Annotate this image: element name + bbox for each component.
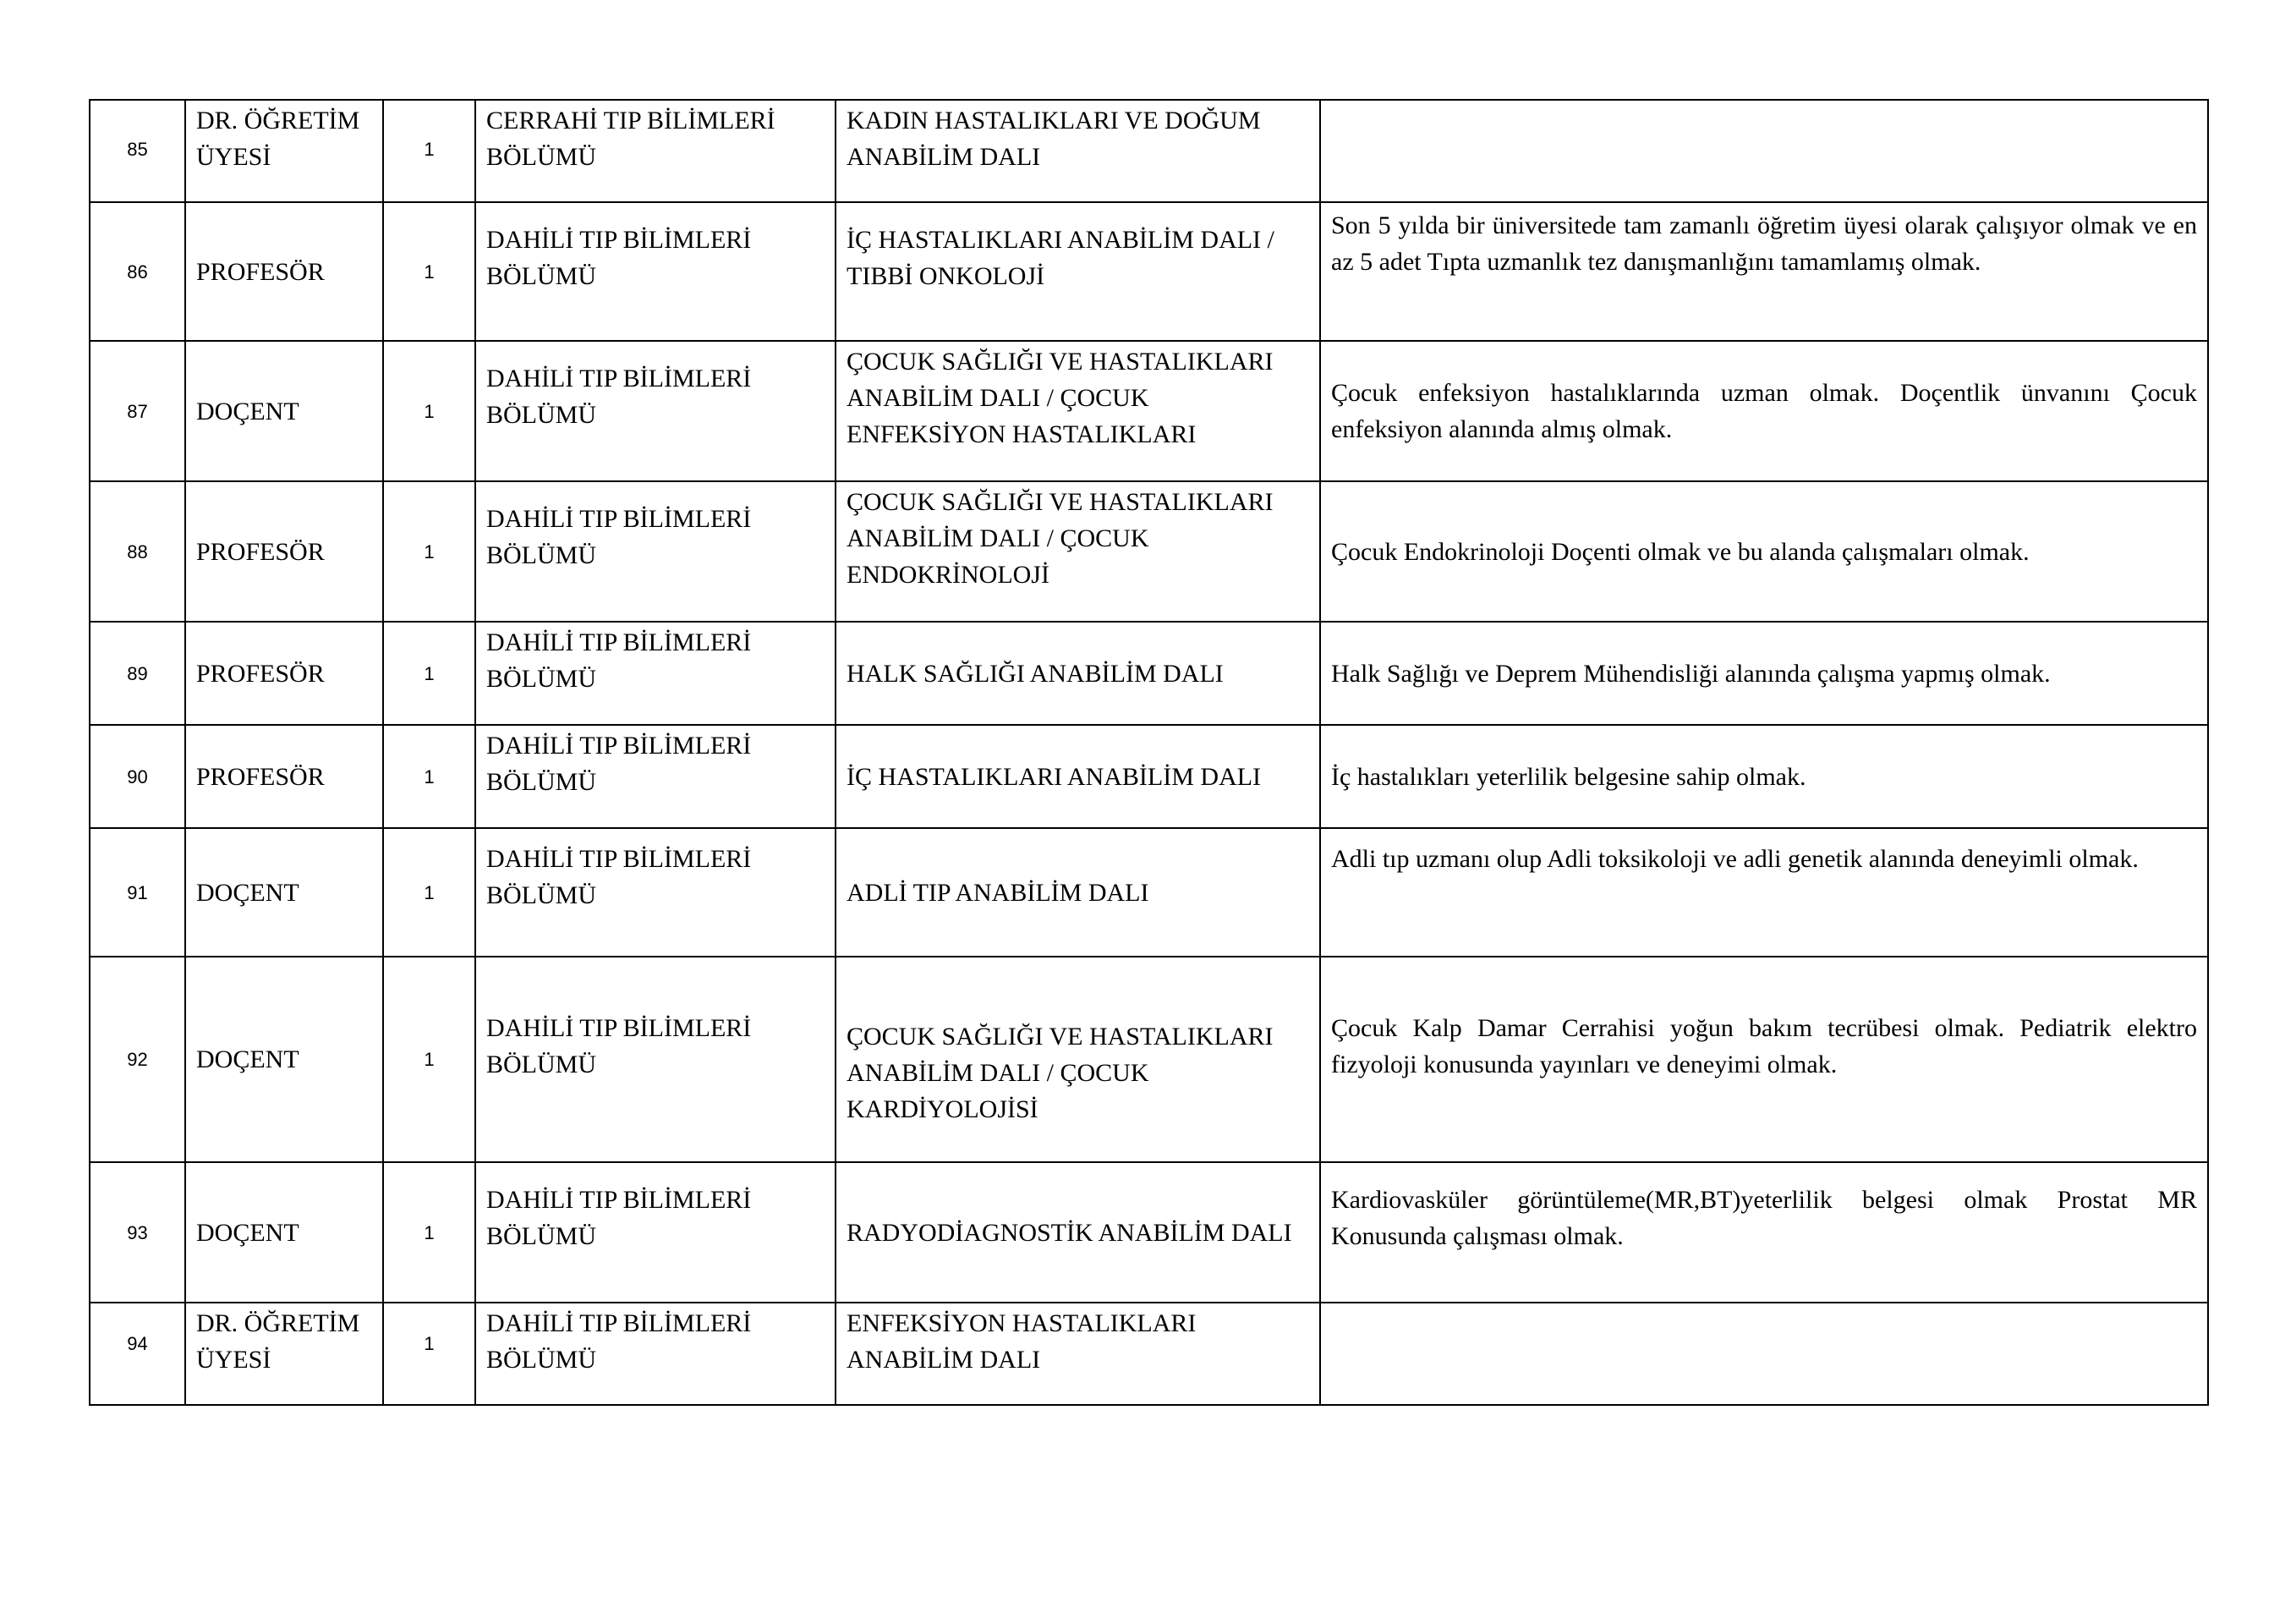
- requirement-cell: İç hastalıkları yeterlilik belgesine sahip olmak.: [1320, 725, 2208, 828]
- requirement-cell: [1320, 100, 2208, 202]
- count-cell: [383, 1303, 475, 1405]
- title-cell: DR. ÖĞRETİM ÜYESİ: [185, 1303, 383, 1405]
- count-cell: 1: [383, 341, 475, 481]
- row-number-cell: [90, 100, 185, 202]
- requirement-cell: Çocuk Endokrinoloji Doçenti olmak ve bu alanda çalışmaları olmak.: [1320, 481, 2208, 622]
- division-cell: HALK SAĞLIĞI ANABİLİM DALI: [836, 622, 1320, 725]
- row-number-cell: 93: [90, 1162, 185, 1303]
- department-text: DAHİLİ TIP BİLİMLERİ BÖLÜMÜ: [486, 365, 752, 429]
- title-cell: DR. ÖĞRETİM ÜYESİ: [185, 100, 383, 202]
- table-row: [90, 341, 2208, 481]
- department-cell: [475, 202, 836, 341]
- department-text: DAHİLİ TIP BİLİMLERİ BÖLÜMÜ: [486, 505, 752, 569]
- table-row: [90, 1303, 2208, 1405]
- requirement-text: Adli tıp uzmanı olup Adli toksikoloji ve adli genetik alanında deneyimli olmak.: [1331, 845, 2139, 873]
- title-cell: DOÇENT: [185, 341, 383, 481]
- staff-positions-table: [89, 99, 2209, 1406]
- division-cell: ADLİ TIP ANABİLİM DALI: [836, 828, 1320, 957]
- department-cell: DAHİLİ TIP BİLİMLERİ BÖLÜMÜ: [475, 1303, 836, 1405]
- department-cell: [475, 957, 836, 1162]
- requirement-cell: [1320, 828, 2208, 957]
- requirement-cell: [1320, 957, 2208, 1162]
- title-cell: PROFESÖR: [185, 202, 383, 341]
- table-row: [90, 1162, 2208, 1303]
- row-number: 94: [127, 1333, 148, 1354]
- table-row: [90, 957, 2208, 1162]
- title-cell: PROFESÖR: [185, 622, 383, 725]
- table-row: [90, 725, 2208, 828]
- department-cell: [475, 341, 836, 481]
- table-row: [90, 100, 2208, 202]
- row-number-cell: 90: [90, 725, 185, 828]
- table-row: [90, 828, 2208, 957]
- requirement-text: Son 5 yılda bir üniversitede tam zamanlı öğretim üyesi olarak çalışıyor olmak ve en az 5 adet Tıpta uzmanlık tez danışmanlığını tamamlamış olmak.: [1331, 211, 2197, 276]
- position-count: 1: [424, 139, 435, 160]
- count-cell: 1: [383, 481, 475, 622]
- count-cell: [383, 100, 475, 202]
- department-cell: DAHİLİ TIP BİLİMLERİ BÖLÜMÜ: [475, 725, 836, 828]
- requirement-cell: Halk Sağlığı ve Deprem Mühendisliği alanında çalışma yapmış olmak.: [1320, 622, 2208, 725]
- department-text: DAHİLİ TIP BİLİMLERİ BÖLÜMÜ: [486, 1186, 752, 1250]
- department-cell: [475, 1162, 836, 1303]
- title-cell: PROFESÖR: [185, 725, 383, 828]
- department-cell: CERRAHİ TIP BİLİMLERİ BÖLÜMÜ: [475, 100, 836, 202]
- division-cell: RADYODİAGNOSTİK ANABİLİM DALI: [836, 1162, 1320, 1303]
- requirement-cell: [1320, 1162, 2208, 1303]
- department-cell: [475, 828, 836, 957]
- title-cell: DOÇENT: [185, 1162, 383, 1303]
- division-cell: ENFEKSİYON HASTALIKLARI ANABİLİM DALI: [836, 1303, 1320, 1405]
- row-number-cell: [90, 1303, 185, 1405]
- table-row: [90, 202, 2208, 341]
- department-cell: [475, 481, 836, 622]
- department-text: DAHİLİ TIP BİLİMLERİ BÖLÜMÜ: [486, 845, 752, 909]
- department-text: DAHİLİ TIP BİLİMLERİ BÖLÜMÜ: [486, 226, 752, 290]
- requirement-cell: [1320, 1303, 2208, 1405]
- row-number-cell: 86: [90, 202, 185, 341]
- division-text: İÇ HASTALIKLARI ANABİLİM DALI / TIBBİ ONKOLOJİ: [847, 226, 1274, 290]
- division-cell: [836, 202, 1320, 341]
- title-cell: DOÇENT: [185, 957, 383, 1162]
- row-number-cell: 92: [90, 957, 185, 1162]
- division-cell: [836, 957, 1320, 1162]
- division-cell: İÇ HASTALIKLARI ANABİLİM DALI: [836, 725, 1320, 828]
- division-cell: ÇOCUK SAĞLIĞI VE HASTALIKLARI ANABİLİM DALI / ÇOCUK ENFEKSİYON HASTALIKLARI: [836, 341, 1320, 481]
- count-cell: 1: [383, 622, 475, 725]
- title-cell: PROFESÖR: [185, 481, 383, 622]
- requirement-cell: [1320, 202, 2208, 341]
- division-cell: ÇOCUK SAĞLIĞI VE HASTALIKLARI ANABİLİM DALI / ÇOCUK ENDOKRİNOLOJİ: [836, 481, 1320, 622]
- row-number-cell: 87: [90, 341, 185, 481]
- row-number-cell: 91: [90, 828, 185, 957]
- count-cell: 1: [383, 1162, 475, 1303]
- division-text: ÇOCUK SAĞLIĞI VE HASTALIKLARI ANABİLİM DALI / ÇOCUK KARDİYOLOJİSİ: [847, 1023, 1274, 1123]
- count-cell: 1: [383, 202, 475, 341]
- count-cell: 1: [383, 828, 475, 957]
- count-cell: 1: [383, 957, 475, 1162]
- requirement-cell: Çocuk enfeksiyon hastalıklarında uzman olmak. Doçentlik ünvanını Çocuk enfeksiyon alanında almış olmak.: [1320, 341, 2208, 481]
- position-count: 1: [424, 1333, 435, 1354]
- requirement-text: Kardiovasküler görüntüleme(MR,BT)yeterlilik belgesi olmak Prostat MR Konusunda çalışması olmak.: [1331, 1186, 2197, 1250]
- row-number: 85: [127, 139, 148, 160]
- title-cell: DOÇENT: [185, 828, 383, 957]
- row-number-cell: 89: [90, 622, 185, 725]
- table-row: [90, 622, 2208, 725]
- department-cell: DAHİLİ TIP BİLİMLERİ BÖLÜMÜ: [475, 622, 836, 725]
- row-number-cell: 88: [90, 481, 185, 622]
- department-text: DAHİLİ TIP BİLİMLERİ BÖLÜMÜ: [486, 1014, 752, 1078]
- requirement-text: Çocuk Kalp Damar Cerrahisi yoğun bakım tecrübesi olmak. Pediatrik elektro fizyoloji konusunda yayınları ve deneyimi olmak.: [1331, 1014, 2197, 1078]
- table-row: [90, 481, 2208, 622]
- count-cell: 1: [383, 725, 475, 828]
- division-cell: KADIN HASTALIKLARI VE DOĞUM ANABİLİM DALI: [836, 100, 1320, 202]
